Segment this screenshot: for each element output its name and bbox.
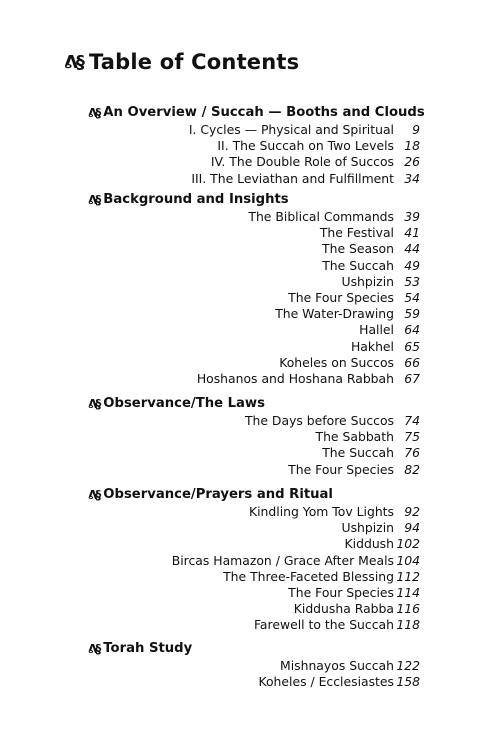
page-title <box>64 50 299 74</box>
toc-entry-page-number: 39 <box>404 209 420 224</box>
toc-entry-page-number: 122 <box>396 658 420 673</box>
toc-entry <box>0 138 420 154</box>
toc-entry-page-number: 102 <box>396 536 420 552</box>
toc-entry <box>0 601 420 617</box>
toc-entry-label: Hoshanos and Hoshana Rabbah <box>196 371 394 386</box>
toc-entry <box>0 306 420 322</box>
toc-entry-page-number: 74 <box>404 413 420 428</box>
toc-entry <box>0 355 420 371</box>
toc-entry-label: Kindling Yom Tov Lights <box>248 504 394 519</box>
toc-entry-label: Bircas Hamazon / Grace After Meals <box>171 552 394 568</box>
section-heading-text: Observance/The Laws <box>103 396 265 411</box>
toc-entry-page-number: 112 <box>396 568 420 584</box>
section-heading-text: Background and Insights <box>103 192 289 207</box>
toc-entry-label: The Succah <box>322 257 394 273</box>
toc-entry-page-number: 53 <box>404 273 420 289</box>
toc-entry-page-number: 75 <box>404 429 420 445</box>
toc-entry <box>0 569 420 585</box>
toc-entry-page-number: 116 <box>396 601 420 617</box>
toc-entry <box>0 339 420 355</box>
toc-entry <box>0 429 420 445</box>
section-heading-text: Torah Study <box>103 641 193 656</box>
toc-entry-label: III. The Leviathan and Fulfillment <box>191 170 394 186</box>
toc-entry <box>0 290 420 306</box>
toc-entry-label: The Four Species <box>288 585 394 600</box>
section-heading <box>88 396 265 411</box>
toc-entry-page-number: 34 <box>404 170 420 186</box>
toc-entry-page-number: 9 <box>412 122 420 137</box>
section-heading-text: An Overview / Succah — Booths and Clouds <box>103 105 425 120</box>
toc-entry-page-number: 59 <box>404 306 420 322</box>
toc-entry-page-number: 65 <box>404 338 420 354</box>
toc-entry-page-number: 82 <box>404 461 420 477</box>
toc-entry <box>0 674 420 690</box>
ornament-icon: ᕕ§ <box>88 396 100 411</box>
toc-entry <box>0 371 420 387</box>
toc-entry-label: Koheles / Ecclesiastes <box>258 674 394 690</box>
section-heading <box>88 487 333 502</box>
toc-entry-label: Kiddusha Rabba <box>293 601 394 617</box>
toc-entry <box>0 413 420 429</box>
toc-entry <box>0 658 420 674</box>
toc-entry-label: The Four Species <box>288 461 394 477</box>
toc-entry-page-number: 18 <box>404 138 420 154</box>
toc-entry-page-number: 158 <box>396 674 420 690</box>
toc-entry <box>0 520 420 536</box>
toc-entry-page-number: 92 <box>404 504 420 519</box>
section-heading <box>88 105 425 120</box>
ornament-icon: ᕕ§ <box>88 487 100 502</box>
toc-entry-label: II. The Succah on Two Levels <box>217 138 394 154</box>
toc-entry-page-number: 64 <box>404 322 420 338</box>
toc-entry <box>0 154 420 170</box>
toc-entry-page-number: 66 <box>404 354 420 370</box>
toc-entry <box>0 322 420 338</box>
toc-entry <box>0 585 420 601</box>
toc-entry-label: IV. The Double Role of Succos <box>210 154 394 170</box>
toc-entry-label: Farewell to the Succah <box>253 617 394 633</box>
toc-entry <box>0 171 420 187</box>
toc-entry <box>0 225 420 241</box>
ornament-icon: ᕕ§ <box>88 641 100 656</box>
toc-entry <box>0 553 420 569</box>
ornament-icon: ᕕ§ <box>88 192 100 207</box>
toc-entry-page-number: 94 <box>404 520 420 536</box>
toc-entry-page-number: 67 <box>404 371 420 386</box>
toc-entry-label: The Sabbath <box>315 429 394 445</box>
toc-entry-label: I. Cycles — Physical and Spiritual <box>188 122 394 137</box>
toc-entry-page-number: 49 <box>404 257 420 273</box>
toc-entry-label: The Days before Succos <box>244 413 394 428</box>
toc-entry-page-number: 104 <box>396 552 420 568</box>
toc-entry-label: Ushpizin <box>341 520 394 536</box>
toc-entry-label: Hakhel <box>350 338 394 354</box>
toc-entry-page-number: 41 <box>404 225 420 241</box>
ornament-icon: ᕕ§ <box>64 51 83 73</box>
section-heading <box>88 641 192 656</box>
toc-entry <box>0 445 420 461</box>
toc-entry <box>0 462 420 478</box>
toc-entry-page-number: 26 <box>404 154 420 170</box>
ornament-icon: ᕕ§ <box>88 105 100 120</box>
toc-entry-page-number: 44 <box>404 241 420 257</box>
toc-entry-label: The Three-Faceted Blessing <box>223 568 394 584</box>
toc-entry-page-number: 114 <box>396 585 420 600</box>
toc-entry-page-number: 76 <box>404 445 420 461</box>
toc-entry-label: Kiddush <box>344 536 394 552</box>
toc-entry <box>0 258 420 274</box>
toc-entry-label: Mishnayos Succah <box>280 658 394 673</box>
toc-entry-label: The Season <box>322 241 394 257</box>
toc-entry <box>0 536 420 552</box>
toc-entry <box>0 617 420 633</box>
toc-entry-label: The Water-Drawing <box>275 306 394 322</box>
toc-entry-page-number: 54 <box>404 290 420 305</box>
toc-entry-label: The Four Species <box>288 290 394 305</box>
section-heading-text: Observance/Prayers and Ritual <box>103 487 333 502</box>
toc-entry-page-number: 118 <box>396 617 420 633</box>
toc-entry <box>0 504 420 520</box>
toc-entry-label: The Festival <box>319 225 394 241</box>
toc-entry-label: Ushpizin <box>341 273 394 289</box>
toc-entry-label: The Biblical Commands <box>248 209 394 224</box>
section-heading <box>88 192 289 207</box>
toc-entry <box>0 209 420 225</box>
page-title-text: Table of Contents <box>88 50 300 74</box>
toc-entry <box>0 122 420 138</box>
toc-entry <box>0 241 420 257</box>
toc-entry <box>0 274 420 290</box>
toc-entry-label: Koheles on Succos <box>279 354 394 370</box>
toc-entry-label: The Succah <box>322 445 394 461</box>
toc-entry-label: Hallel <box>359 322 394 338</box>
